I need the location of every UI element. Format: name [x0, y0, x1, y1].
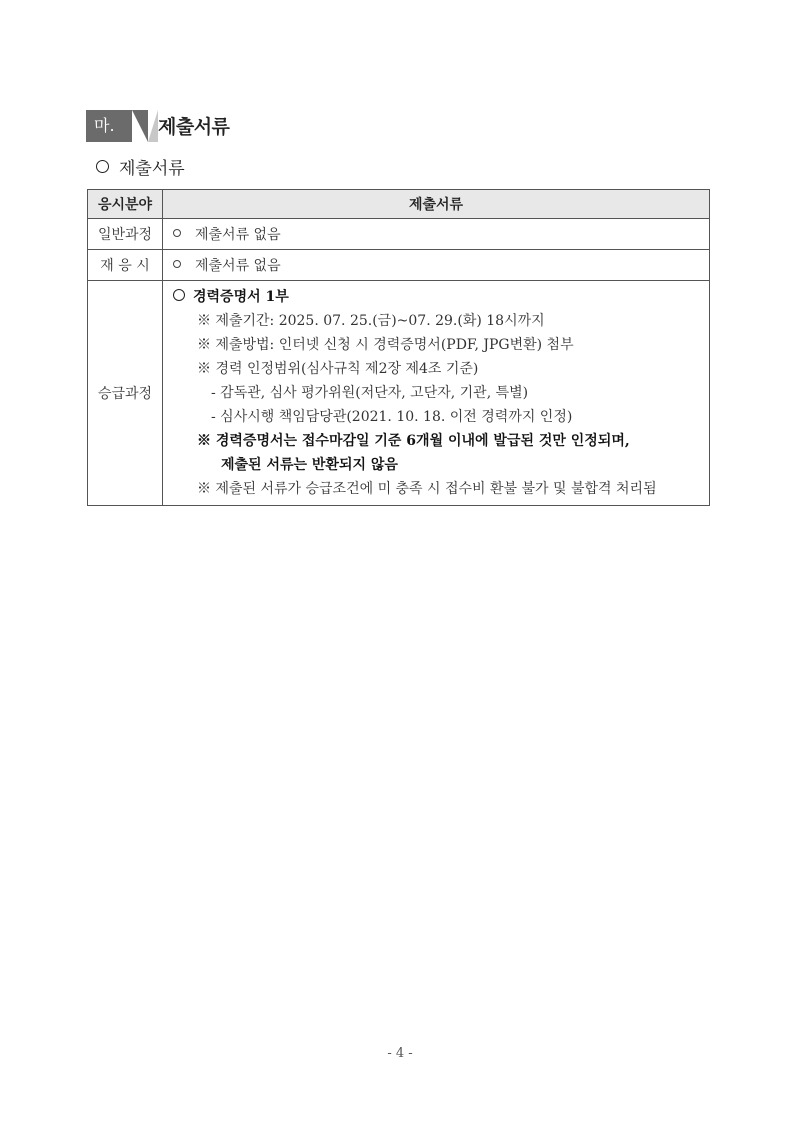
table-row [88, 281, 710, 506]
promotion-line-title [173, 285, 709, 309]
subheading [96, 154, 185, 179]
small-circle-bullet-icon [173, 229, 181, 237]
row-content-retake [163, 250, 710, 281]
section-header [86, 106, 706, 146]
table-row [88, 219, 710, 250]
promotion-line-refund: ※ 제출된 서류가 승급조건에 미 충족 시 접수비 환불 불가 및 불합격 처리됨 [197, 481, 657, 497]
documents-table [87, 189, 710, 506]
promotion-line-validity-cont: 제출된 서류는 반환되지 않음 [221, 457, 398, 473]
header-documents: 제출서류 [163, 190, 710, 219]
hollow-circle-bullet-icon [96, 160, 109, 173]
hollow-circle-bullet-icon [173, 289, 185, 301]
row-category-general: 일반과정 [88, 219, 163, 250]
section-title: 제출서류 [158, 116, 230, 138]
row-content-text: 제출서류 없음 [195, 227, 281, 243]
badge-slant-shape [132, 110, 148, 142]
page-number: - 4 - [387, 1046, 413, 1061]
promotion-line-period: ※ 제출기간: 2025. 07. 25.(금)~07. 29.(화) 18시까지 [197, 313, 545, 329]
subheading-text: 제출서류 [119, 159, 185, 179]
promotion-title-text: 경력증명서 1부 [193, 289, 289, 305]
row-content-text: 제출서류 없음 [195, 258, 281, 274]
promotion-line-scope: ※ 경력 인정범위(심사규칙 제2장 제4조 기준) [197, 361, 479, 377]
row-content-promotion [163, 281, 710, 506]
row-content-general [163, 219, 710, 250]
promotion-line-scope-item: - 감독관, 심사 평가위원(저단자, 고단자, 기관, 특별) [211, 385, 529, 401]
table-row [88, 250, 710, 281]
small-circle-bullet-icon [173, 260, 181, 268]
promotion-line-method: ※ 제출방법: 인터넷 신청 시 경력증명서(PDF, JPG변환) 첨부 [197, 337, 574, 353]
promotion-line-scope-item: - 심사시행 책임담당관(2021. 10. 18. 이전 경력까지 인정) [211, 409, 573, 425]
row-category-retake: 재 응 시 [88, 250, 163, 281]
table-header-row [88, 190, 710, 219]
badge-grey-shape [148, 110, 158, 142]
row-category-promotion: 승급과정 [88, 281, 163, 506]
promotion-line-validity: ※ 경력증명서는 접수마감일 기준 6개월 이내에 발급된 것만 인정되며, [197, 433, 630, 449]
section-badge: 마. [86, 110, 148, 142]
header-field: 응시분야 [88, 190, 163, 219]
